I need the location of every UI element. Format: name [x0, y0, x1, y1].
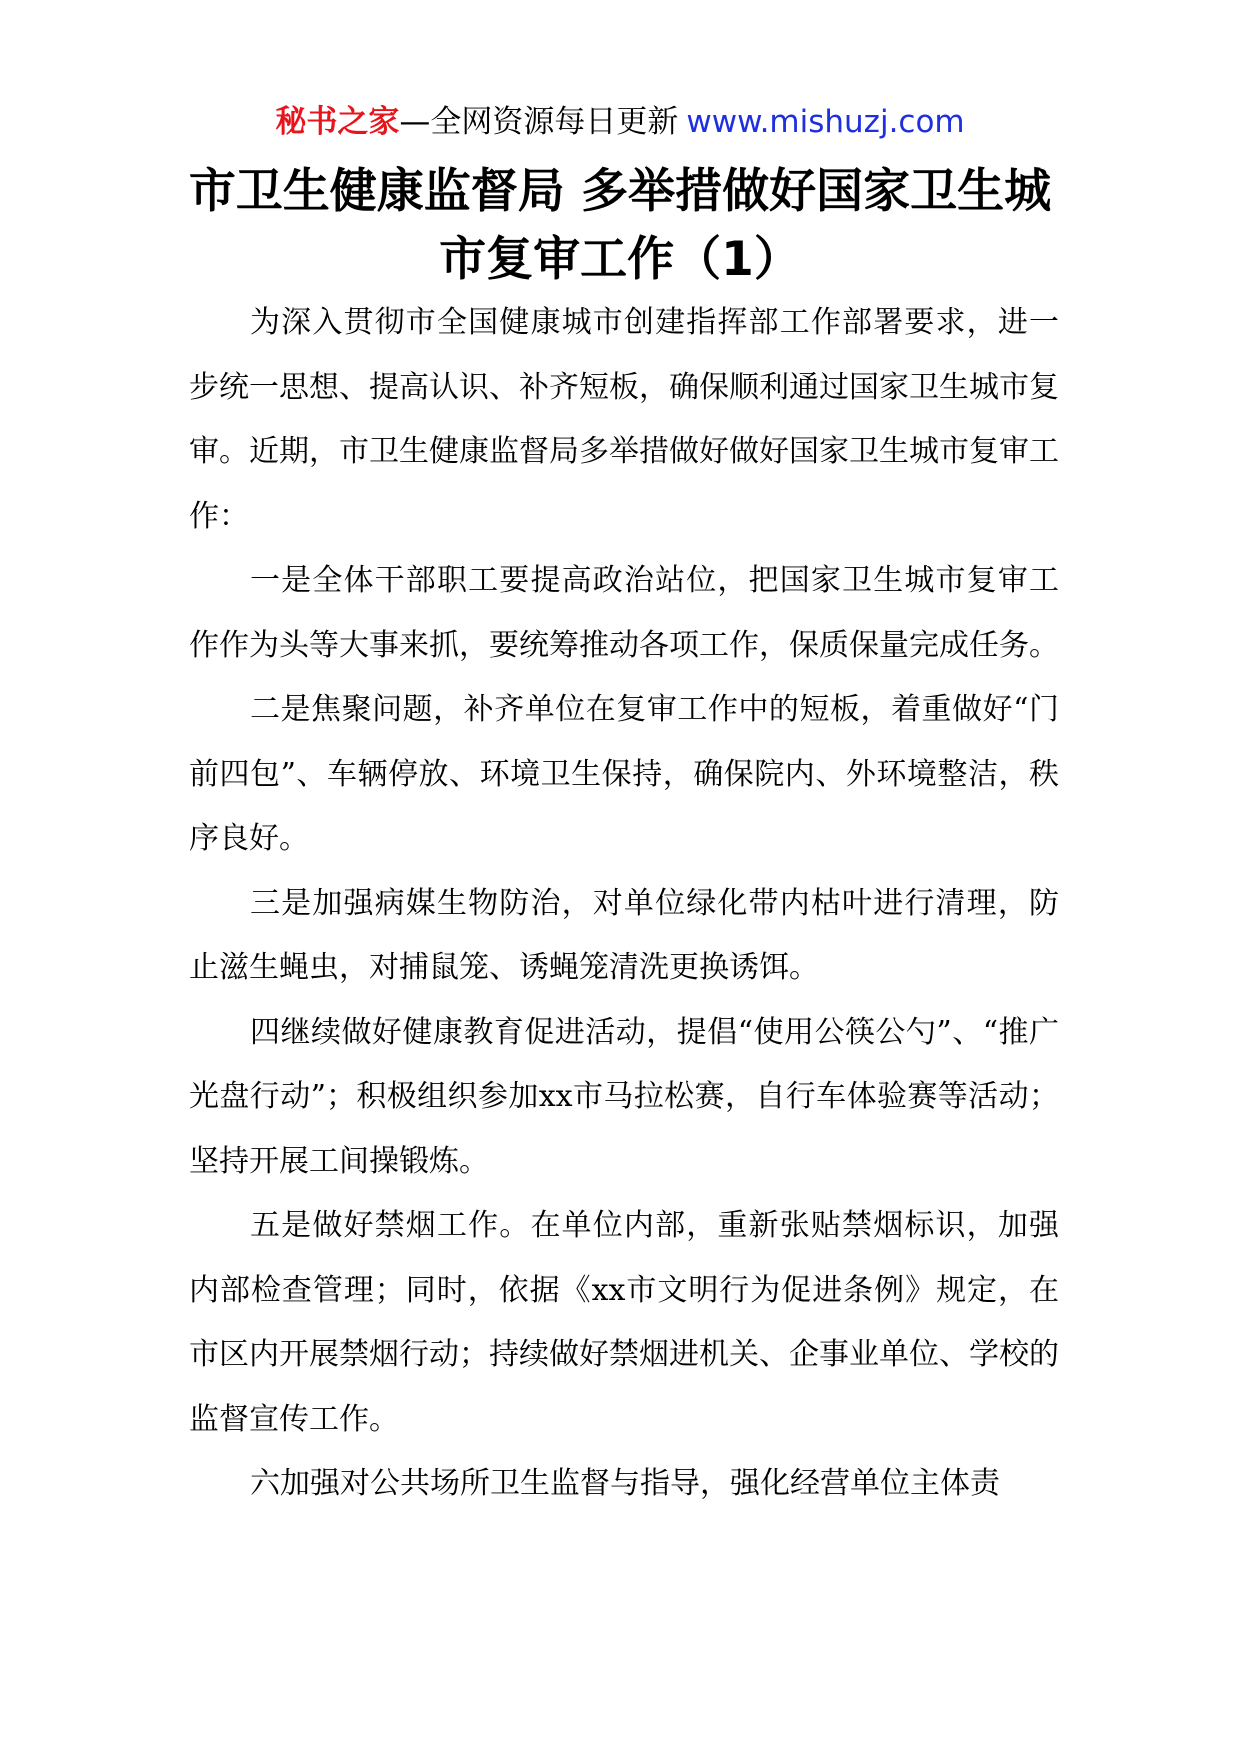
document-body	[189, 291, 1059, 1517]
paragraph-measure-5: 五是做好禁烟工作。在单位内部，重新张贴禁烟标识，加强内部检查管理；同时，依据《xx市文明行为促进条例》规定，在市区内开展禁烟行动；持续做好禁烟进机关、企事业单位、学校的监督宣传工作。	[189, 1208, 1059, 1437]
paragraph-measure-4: 四继续做好健康教育促进活动，提倡“使用公筷公勺”、“推广光盘行动”；积极组织参加xx市马拉松赛，自行车体验赛等活动；坚持开展工间操锻炼。	[189, 1014, 1059, 1179]
title-line-2: 市复审工作（1）	[439, 232, 801, 287]
document-title	[130, 158, 1110, 294]
site-header	[0, 100, 1240, 144]
paragraph-measure-3: 三是加强病媒生物防治，对单位绿化带内枯叶进行清理，防止滋生蝇虫，对捕鼠笼、诱蝇笼清洗更换诱饵。	[189, 885, 1059, 985]
brand-name: 秘书之家	[275, 104, 400, 140]
title-line-1: 市卫生健康监督局 多举措做好国家卫生城	[188, 164, 1052, 219]
paragraph-measure-1: 一是全体干部职工要提高政治站位，把国家卫生城市复审工作作为头等大事来抓，要统筹推动各项工作，保质保量完成任务。	[189, 563, 1059, 663]
paragraph-measure-2: 二是焦聚问题，补齐单位在复审工作中的短板，着重做好“门前四包”、车辆停放、环境卫生保持，确保院内、外环境整洁，秩序良好。	[189, 692, 1059, 856]
site-url-link[interactable]: www.mishuzj.com	[686, 104, 965, 140]
paragraph-intro: 为深入贯彻市全国健康城市创建指挥部工作部署要求，进一步统一思想、提高认识、补齐短板，确保顺利通过国家卫生城市复审。近期，市卫生健康监督局多举措做好做好国家卫生城市复审工作：	[189, 305, 1059, 534]
header-tagline: —全网资源每日更新	[399, 104, 679, 140]
paragraph-measure-6: 六加强对公共场所卫生监督与指导，强化经营单位主体责	[250, 1466, 1000, 1501]
